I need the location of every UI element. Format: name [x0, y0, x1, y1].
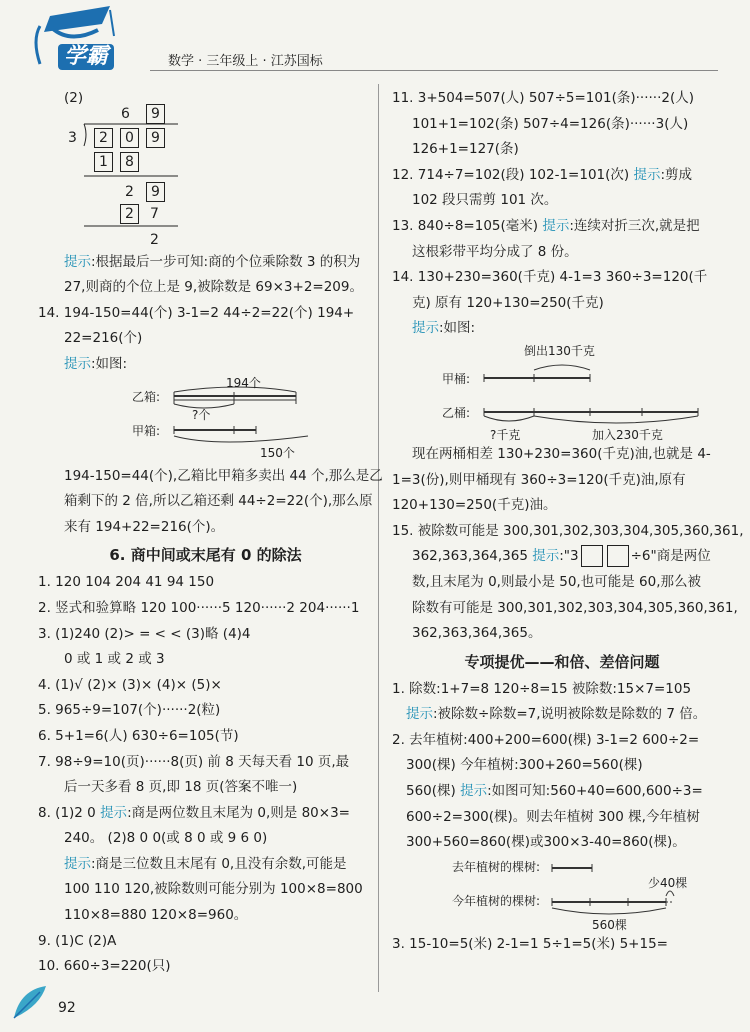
explanation-line: 1=3(份),则甲桶现有 360÷3=120(千克)油,原有	[392, 471, 686, 488]
hint-label: 提示	[64, 253, 91, 270]
line-segment-diagram-buckets	[392, 342, 732, 442]
hint-text: ÷6"商是两位	[630, 548, 711, 565]
product-digit: 7	[150, 205, 159, 222]
answer-line: 4. (1)√ (2)× (3)× (4)× (5)×	[38, 676, 222, 693]
segment-diagram-svg	[392, 856, 722, 932]
page-number: 92	[58, 1000, 76, 1016]
label-560: 560棵	[592, 917, 627, 932]
label-box-jia: 甲箱:	[132, 423, 161, 438]
label-less: 少40棵	[648, 875, 688, 890]
answer-9: 9. (1)C (2)A	[38, 932, 117, 949]
hint-label: 提示	[64, 855, 91, 872]
right-column	[392, 86, 744, 957]
hint-label: 提示	[406, 706, 433, 723]
hint-text: 27,则商的个位上是 9,被除数是 69×3+2=209。	[64, 279, 363, 296]
label-poured: 倒出130千克	[524, 343, 595, 358]
label-bucket-jia: 甲桶:	[442, 371, 471, 386]
answer-line: 5. 965÷9=107(个)······2(粒)	[38, 702, 221, 719]
section-title-6: 6. 商中间或末尾有 0 的除法	[109, 546, 302, 565]
explanation-line: 现在两桶相差 130+230=360(千克)油,也就是 4-	[412, 445, 711, 462]
long-division	[38, 104, 373, 250]
section-title-special: 专项提优——和倍、差倍问题	[464, 652, 660, 671]
quotient-box: 9	[146, 104, 165, 124]
answer-15: 15. 被除数可能是 300,301,302,303,304,305,360,361,	[392, 522, 744, 539]
hint-text: :剪成	[660, 166, 693, 183]
line-segment-diagram-trees	[392, 856, 732, 932]
hint-label: 提示	[64, 355, 91, 372]
hint-text: 数,且末尾为 0,则最小是 50,也可能是 60,那么被	[412, 573, 701, 590]
left-column	[38, 86, 383, 980]
blank-box	[607, 545, 629, 567]
divisor: 3	[68, 129, 77, 146]
answer-10: 10. 660÷3=220(只)	[38, 958, 171, 975]
answer-14-right-cont: 克) 原有 120+130=250(千克)	[412, 294, 604, 311]
hint-label: 提示	[633, 166, 661, 183]
answer-11: 11. 3+504=507(人) 507÷5=101(条)······2(人)	[392, 90, 694, 106]
hint-text: :根据最后一步可知:商的个位乘除数 3 的积为	[91, 253, 361, 270]
brand-logo: 学霸	[58, 44, 114, 70]
answer-line: 6. 5+1=6(人) 630÷6=105(节)	[38, 727, 239, 744]
hint-label: 提示	[460, 783, 488, 800]
hint-text: :如图:	[439, 320, 476, 337]
answer-line: 7. 98÷9=10(页)······8(页) 前 8 天每天看 10 页,最	[38, 753, 350, 770]
hint-text: 300+560=860(棵)或300×3-40=860(棵)。	[406, 834, 686, 851]
label-box-yi: 乙箱:	[132, 389, 161, 404]
dividend-box: 2	[94, 128, 113, 148]
label-150: 150个	[260, 445, 295, 460]
hint-text: :"3	[559, 548, 579, 565]
label-added: 加入230千克	[592, 427, 663, 442]
hint-text: :被除数÷除数=7,说明被除数是除数的 7 倍。	[433, 706, 707, 723]
explanation-line: 来有 194+22=216(个)。	[64, 518, 225, 535]
special-answer-2-cont: 560(棵)	[406, 783, 461, 800]
hint-label: 提示	[542, 217, 570, 234]
answer-13: 13. 840÷8=105(毫米)	[392, 217, 543, 234]
remainder-digit: 2	[125, 183, 134, 200]
hint-label: 提示	[532, 548, 560, 565]
label-bucket-yi: 乙桶:	[442, 405, 471, 420]
special-answer-3: 3. 15-10=5(米) 2-1=1 5÷1=5(米) 5+15=	[392, 935, 668, 952]
final-remainder: 2	[150, 231, 159, 248]
hint-text: 110×8=880 120×8=960。	[64, 907, 248, 924]
hint-text: 这根彩带平均分成了 8 份。	[412, 243, 578, 260]
part-label: (2)	[64, 90, 84, 106]
label-last-year: 去年植树的棵树:	[452, 859, 541, 874]
hint-text: :商是三位数且末尾有 0,且没有余数,可能是	[91, 855, 347, 872]
product-box: 1	[94, 152, 113, 172]
explanation-line: 120+130=250(千克)油。	[392, 497, 557, 514]
header-divider	[150, 70, 718, 71]
label-total: 194个	[226, 375, 261, 390]
answer-8-cont: 240。 (2)8 0 0(或 8 0 或 9 6 0)	[64, 830, 268, 847]
blank-box	[581, 545, 603, 567]
explanation-line: 箱剩下的 2 倍,所以乙箱还剩 44÷2=22(个),那么原	[64, 493, 373, 510]
answer-11-cont: 126+1=127(条)	[412, 141, 519, 158]
subject-title: 数学 · 三年级上 · 江苏国标	[168, 54, 323, 69]
answer-14-right: 14. 130+230=360(千克) 4-1=3 360÷3=120(千	[392, 269, 708, 286]
label-unknown: ?个	[192, 407, 211, 422]
answer-8: 8. (1)2 0	[38, 804, 101, 821]
answer-line: 后一天多看 8 页,即 18 页(答案不唯一)	[64, 779, 298, 796]
hint-text: :如图可知:560+40=600,600÷3=	[487, 783, 703, 800]
column-divider	[378, 84, 379, 992]
answer-11-cont: 101+1=102(条) 507÷4=126(条)······3(人)	[412, 115, 689, 132]
hint-text: :商是两位数且末尾为 0,则是 80×3=	[127, 804, 350, 821]
page-header	[0, 0, 750, 78]
leaf-icon	[10, 982, 50, 1022]
hint-text: 600÷2=300(棵)。则去年植树 300 棵,今年植树	[406, 808, 700, 825]
label-this-year: 今年植树的棵树:	[452, 893, 541, 908]
label-unknown: ?千克	[490, 427, 521, 442]
dividend-box: 9	[146, 128, 165, 148]
hint-text: :如图:	[91, 355, 128, 372]
special-answer-2-cont: 300(棵) 今年植树:300+260=560(棵)	[406, 757, 643, 774]
hint-text: 102 段只需剪 101 次。	[412, 192, 558, 209]
answer-line: 2. 竖式和验算略 120 100······5 120······2 204······1	[38, 599, 360, 616]
hint-text: :连续对折三次,就是把	[569, 217, 700, 234]
special-answer-2: 2. 去年植树:400+200=600(棵) 3-1=2 600÷2=	[392, 731, 700, 748]
line-segment-diagram-boxes	[38, 375, 373, 460]
answer-line: 1. 120 104 204 41 94 150	[38, 574, 215, 591]
dividend-box: 0	[120, 128, 139, 148]
answer-14: 14. 194-150=44(个) 3-1=2 44÷2=22(个) 194+	[38, 304, 355, 321]
explanation-line: 194-150=44(个),乙箱比甲箱多卖出 44 个,那么是乙	[64, 467, 383, 484]
hint-label: 提示	[100, 804, 128, 821]
answer-line: 0 或 1 或 2 或 3	[64, 651, 165, 668]
product-box: 2	[120, 204, 139, 224]
product-box: 8	[120, 152, 139, 172]
answer-12: 12. 714÷7=102(段) 102-1=101(次)	[392, 166, 634, 183]
hint-text: 100 110 120,被除数则可能分别为 100×8=800	[64, 881, 363, 898]
answer-15-cont: 362,363,364,365	[412, 548, 533, 565]
hint-label: 提示	[412, 320, 439, 337]
special-answer-1: 1. 除数:1+7=8 120÷8=15 被除数:15×7=105	[392, 680, 692, 697]
quotient-digit: 6	[121, 105, 130, 122]
answer-14-cont: 22=216(个)	[64, 330, 143, 347]
remainder-box: 9	[146, 182, 165, 202]
hint-text: 362,363,364,365。	[412, 625, 542, 642]
hint-text: 除数有可能是 300,301,302,303,304,305,360,361,	[412, 599, 738, 616]
answer-line: 3. (1)240 (2)> = < < (3)略 (4)4	[38, 625, 251, 642]
division-bracket	[38, 104, 238, 254]
